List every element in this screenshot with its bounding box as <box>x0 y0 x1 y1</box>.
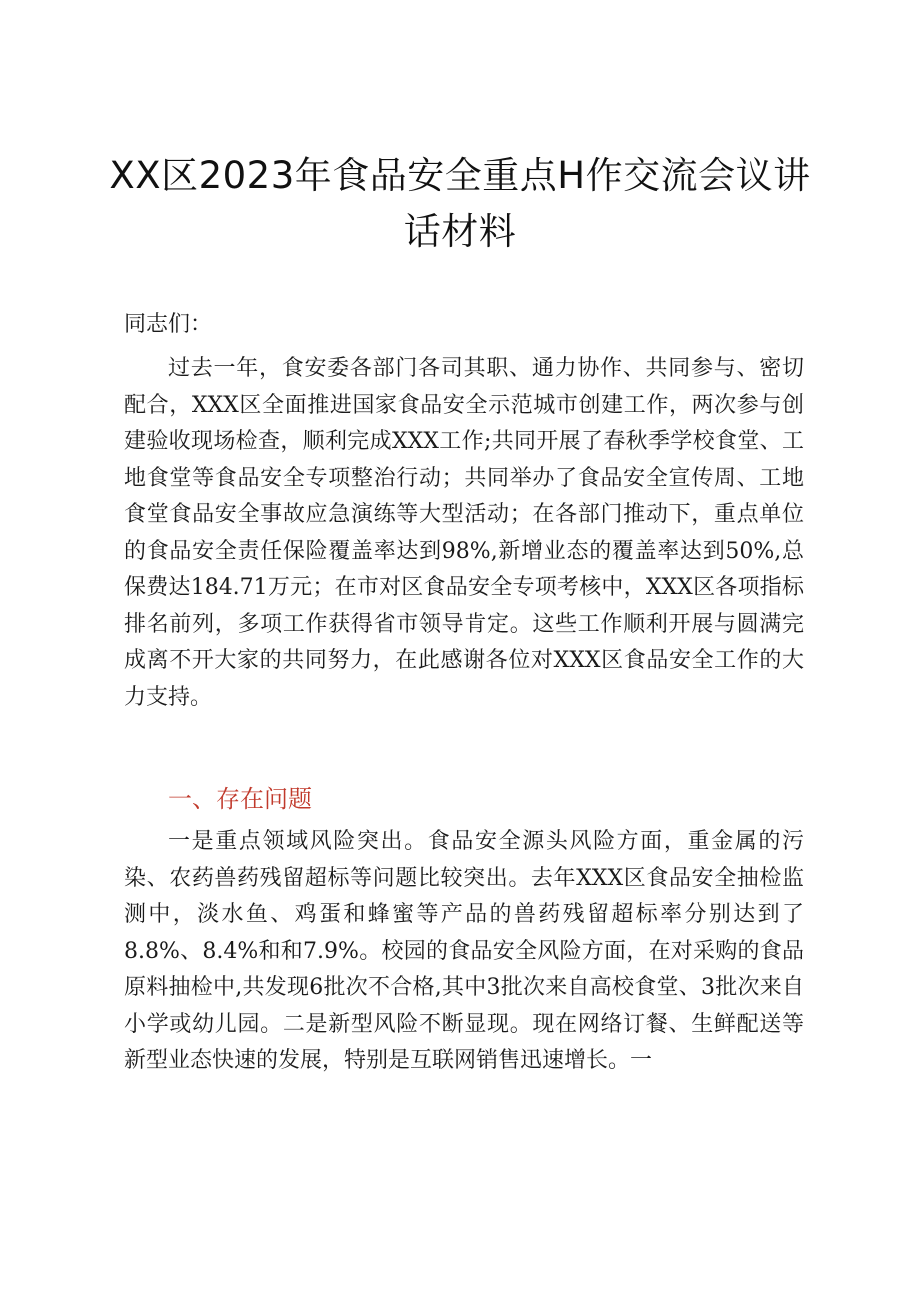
section-heading-problems: 一、存在问题 <box>168 785 312 813</box>
document-title: XX区2023年食品安全重点H作交流会议讲话材料 <box>109 154 811 253</box>
paragraph-problems: 一是重点领域风险突出。食品安全源头风险方面，重金属的污染、农药兽药残留超标等问题比较突出。去年XXX区食品安全抽检监测中，淡水鱼、鸡蛋和蜂蜜等产品的兽药残留超标率分别达到了8.8%、8.4%和和7.9%。校园的食品安全风险方面，在对采购的食品原料抽检中,共发现6批次不合格,其中3批次来自高校食堂、3批次来自小学或幼儿园。二是新型风险不断显现。现在网络订餐、生鲜配送等新型业态快速的发展，特别是互联网销售迅速增长。一 <box>124 829 804 1073</box>
salutation: 同志们： <box>124 312 213 337</box>
paragraph-intro: 过去一年，食安委各部门各司其职、通力协作、共同参与、密切配合，XXX区全面推进国家食品安全示范城市创建工作，两次参与创建验收现场检查，顺利完成XXX工作;共同开展了春秋季学校食堂、工地食堂等食品安全专项整治行动；共同举办了食品安全宣传周、工地食堂食品安全事故应急演练等大型活动；在各部门推动下，重点单位的食品安全责任保险覆盖率达到98%,新增业态的覆盖率达到50%,总保费达184.71万元；在市对区食品安全专项考核中，XXX区各项指标排名前列，多项工作获得省市领导肯定。这些工作顺利开展与圆满完成离不开大家的共同努力，在此感谢各位对XXX区食品安全工作的大力支持。 <box>124 356 804 710</box>
